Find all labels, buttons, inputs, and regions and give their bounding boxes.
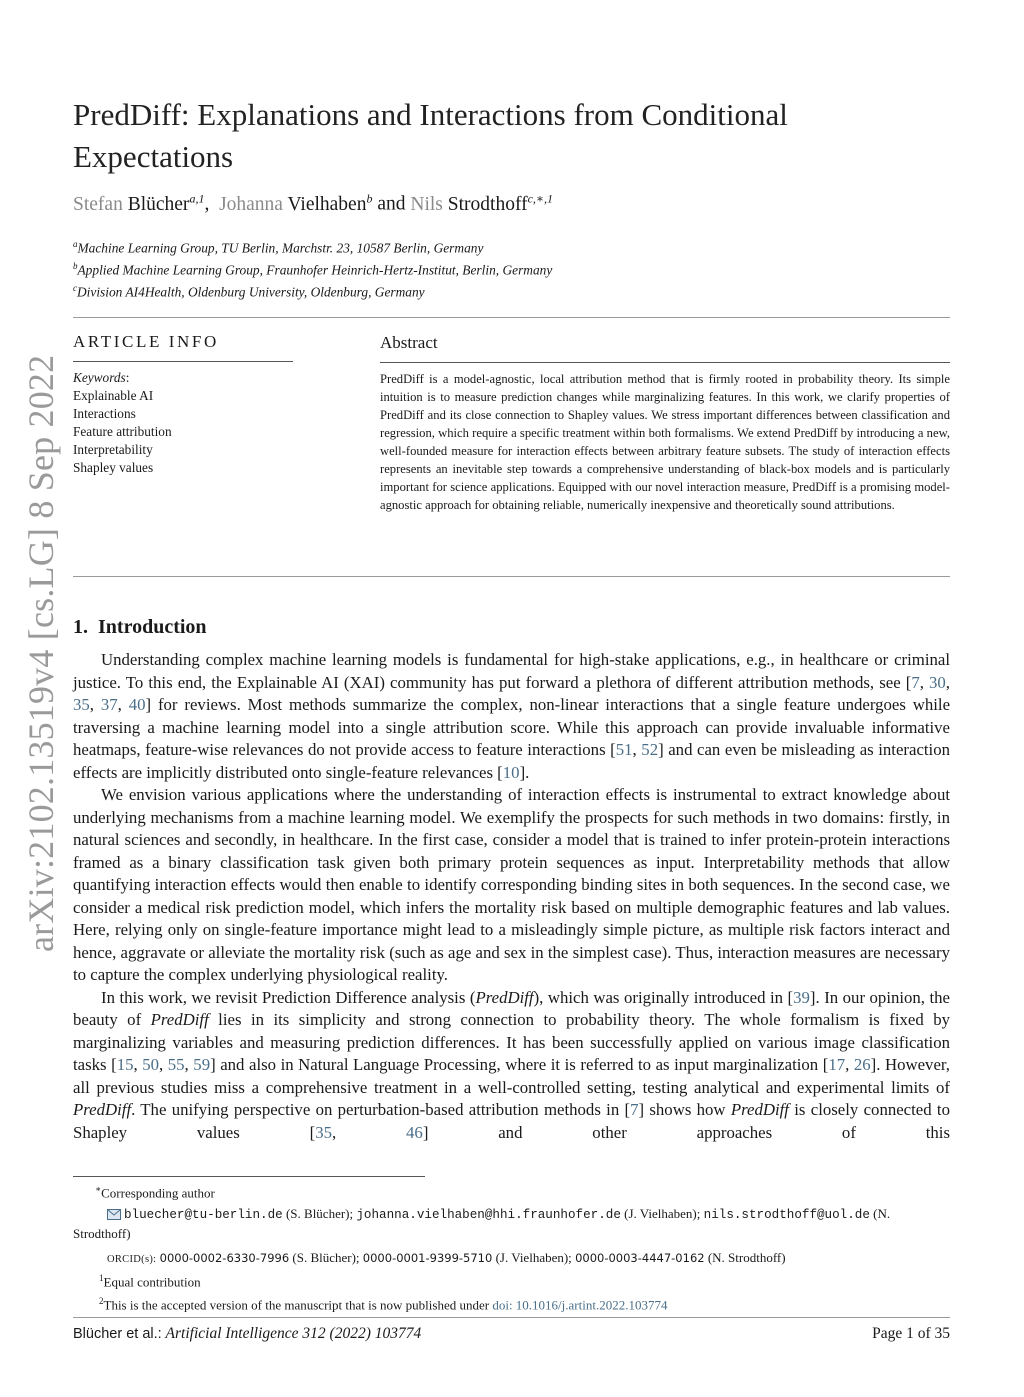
citation-link[interactable]: 35 bbox=[315, 1122, 332, 1142]
text-run: Understanding complex machine learning models is fundamental for high-stake applications, e.g., in healthcare or criminal justice. To this end, the Explainable AI (XAI) community has put forward a plethora of different attribution methods, see [ bbox=[73, 650, 950, 692]
text-run: , bbox=[845, 1055, 854, 1074]
text-run: , bbox=[117, 695, 129, 714]
body-text bbox=[73, 649, 950, 1144]
journal-reference: Artificial Intelligence 312 (2022) 103774 bbox=[165, 1325, 422, 1342]
orcid-link[interactable]: 0000-0003-4447-0162 bbox=[575, 1251, 705, 1266]
text-run: ), which was originally introduced in [ bbox=[533, 987, 794, 1007]
text-run: , bbox=[133, 1055, 143, 1074]
keywords-label: Keywords bbox=[73, 370, 126, 385]
keyword-item: Interpretability bbox=[73, 442, 153, 457]
author-2[interactable]: Johanna Vielhaben$^b$ bbox=[219, 191, 373, 215]
citation-link[interactable]: 50 bbox=[142, 1055, 160, 1074]
paragraph bbox=[73, 784, 950, 987]
text-run: ]. However, all previous studies miss a comprehensive treatment in a well-controlled setting, testing analytical and experimental limits of bbox=[73, 1055, 951, 1097]
text-run: , bbox=[632, 740, 642, 759]
citation-link[interactable]: 46 bbox=[406, 1122, 423, 1142]
author-list: Stefan Blücher$^{a,1}$, Johanna Vielhaben$^b$ and Nils Strodthoff$^{c,∗,1}$ bbox=[73, 191, 554, 215]
author-1[interactable]: Stefan Blücher$^{a,1}$ bbox=[73, 191, 205, 215]
text-run: , bbox=[919, 672, 930, 692]
citation-link[interactable]: 55 bbox=[167, 1055, 185, 1074]
corresponding-note: Corresponding author bbox=[101, 1185, 215, 1201]
text-run: ] and also in Natural Language Processing, where it is referred to as input marginalization [ bbox=[210, 1055, 829, 1074]
author-3[interactable]: Nils Strodthoff$^{c,∗,1}$ bbox=[410, 191, 554, 215]
citation-link[interactable]: 7 bbox=[911, 672, 920, 692]
text-run: ] for reviews. Most methods summarize the complex, non-linear interactions that a single feature undergoes while traversing a machine learning model into a single attribution score. While this approach can provide invaluable informative heatmaps, feature-wise relevances do not provide access to feature interactions [ bbox=[73, 695, 951, 759]
method-name: PredDiff bbox=[73, 1100, 132, 1119]
text-run: is closely connected to Shapley values [ bbox=[73, 1100, 950, 1142]
citation-link[interactable]: 17 bbox=[828, 1055, 846, 1074]
abstract-rule bbox=[380, 362, 950, 363]
citation-link[interactable]: 39 bbox=[793, 987, 810, 1007]
method-name: PredDiff bbox=[475, 987, 534, 1007]
email-line: bluecher@tu-berlin.de (S. Blücher); johanna.vielhaben@hhi.fraunhofer.de (J. Vielhaben); nils.strodthoff@uol.de (N. bbox=[73, 1205, 950, 1225]
affiliation-a: $^a$Machine Learning Group, TU Berlin, Marchstr. 23, 10587 Berlin, Germany bbox=[73, 239, 484, 256]
email-link[interactable]: johanna.vielhaben@hhi.fraunhofer.de bbox=[356, 1208, 621, 1223]
citation-link[interactable]: 30 bbox=[929, 672, 946, 692]
keywords-block: Keywords: Explainable AI Interactions Feature attribution Interpretability Shapley values bbox=[73, 370, 172, 475]
citation-link[interactable]: 7 bbox=[630, 1100, 639, 1119]
affiliation-b: $^b$Applied Machine Learning Group, Fraunhofer Heinrich-Hertz-Institut, Berlin, Germany bbox=[73, 261, 553, 278]
citation-link[interactable]: 15 bbox=[116, 1055, 134, 1074]
text-run: ] and can even be misleading as interaction effects are implicitly distributed onto single-feature relevances [ bbox=[73, 740, 950, 782]
method-name: PredDiff bbox=[730, 1100, 789, 1119]
article-info-rule bbox=[73, 361, 293, 362]
published-note: This is the accepted version of the manuscript that is now published under bbox=[103, 1296, 490, 1312]
citation-link[interactable]: 40 bbox=[128, 695, 146, 714]
abstract-text: PredDiff is a model-agnostic, local attribution method that is firmly rooted in probability theory. Its simple intuition is to measure prediction changes while marginalizing features. In this work, we clarify properties of PredDiff and its close connection to Shapley values. We stress important differences between classification and regression, which require a specific treatment within both formalisms. We extend PredDiff by introducing a new, well-founded measure for interaction effects between arbitrary feature subsets. The study of interaction effects represents an inevitable step towards a comprehensive understanding of black-box models and is particularly important for science applications. Equipped with our novel interaction measure, PredDiff is a promising model-agnostic approach for obtaining reliable, numerically inexpensive and theoretically sound attributions. bbox=[380, 372, 950, 512]
divider-top bbox=[73, 317, 950, 318]
doi-link[interactable]: doi: 10.1016/j.artint.2022.103774 bbox=[492, 1296, 668, 1312]
citation-link[interactable]: 51 bbox=[615, 740, 633, 759]
citation-link[interactable]: 52 bbox=[641, 740, 659, 759]
affiliation-c: $^c$Division AI4Health, Oldenburg University, Oldenburg, Germany bbox=[73, 283, 425, 300]
text-run: , bbox=[331, 1122, 407, 1142]
divider-abstract bbox=[73, 576, 950, 577]
citation-link[interactable]: 10 bbox=[502, 762, 520, 782]
text-run: , bbox=[89, 695, 101, 714]
orcid-link[interactable]: 0000-0002-6330-7996 bbox=[159, 1251, 290, 1266]
text-run: ] and other approaches of this bbox=[422, 1122, 950, 1142]
equal-contribution-note: Equal contribution bbox=[103, 1274, 201, 1290]
footnote-rule bbox=[73, 1176, 425, 1177]
text-run: lies in its simplicity and strong connection to probability theory. The whole formalism is fixed by marginalizing variables and measuring prediction differences. It has been successfully applied on various image classification tasks [ bbox=[73, 1010, 950, 1074]
article-info-heading: ARTICLE INFO bbox=[73, 332, 219, 351]
text-run: ]. In our opinion, the beauty of bbox=[73, 987, 951, 1029]
footer-rule bbox=[73, 1317, 950, 1318]
method-name: PredDiff bbox=[150, 1010, 209, 1029]
citation-link[interactable]: 26 bbox=[853, 1055, 871, 1074]
arxiv-stamp: arXiv:2102.13519v4 [cs.LG] 8 Sep 2022 bbox=[21, 354, 61, 952]
keyword-item: Interactions bbox=[73, 406, 136, 421]
page-number: Page 1 of 35 bbox=[872, 1325, 950, 1342]
keyword-item: Shapley values bbox=[73, 460, 154, 475]
paragraph bbox=[73, 987, 950, 1145]
email-link[interactable]: nils.strodthoff@uol.de bbox=[703, 1208, 870, 1223]
citation-link[interactable]: 37 bbox=[100, 695, 118, 714]
text-run: We envision various applications where the understanding of interaction effects is instrumental to extract knowledge about underlying mechanisms from a machine learning model. We exemplify the prospects for such methods in two domains: firstly, in natural sciences and secondly, in healthcare. In the first case, consider a model that is trained to infer protein-protein interactions framed as a binary classification task given both primary protein sequences as input. Interpretability methods that allow quantifying interaction effects would then enable to identify corresponding binding sites in both sequences. In the second case, we consider a medical risk prediction model, which infers the mortality risk based on multiple demographic features and lab values. Here, relying only on single-feature importance might lead to a misleadingly simple picture, as multiple risk factors interact and hence, aggravate or alleviate the mortality risk (such as age and sex in the simplest case). Thus, interaction measures are necessary to capture the complex underlying physiological reality. bbox=[73, 785, 950, 984]
text-run: . The unifying perspective on perturbation-based attribution methods in [ bbox=[131, 1100, 631, 1119]
text-run: ] shows how bbox=[638, 1100, 731, 1119]
citation-link[interactable]: 35 bbox=[73, 695, 90, 714]
orcid-line: ORCID(s): 0000-0002-6330-7996 (S. Blücher); 0000-0001-9399-5710 (J. Vielhaben); 0000-0003-4447-0162 (N. Strodthoff) bbox=[107, 1250, 786, 1266]
text-run: , bbox=[159, 1055, 168, 1074]
envelope-icon bbox=[107, 1207, 121, 1225]
paragraph bbox=[73, 649, 950, 784]
abstract-heading: Abstract bbox=[380, 333, 438, 352]
citation-link[interactable]: 59 bbox=[193, 1055, 211, 1074]
text-run: , bbox=[945, 672, 950, 692]
section-heading: 1. Introduction bbox=[73, 616, 207, 638]
keyword-item: Feature attribution bbox=[73, 424, 172, 439]
running-footer: Blücher et al.: Artificial Intelligence 312 (2022) 103774 bbox=[73, 1325, 422, 1342]
keyword-item: Explainable AI bbox=[73, 388, 154, 403]
email-link[interactable]: bluecher@tu-berlin.de bbox=[124, 1208, 283, 1223]
text-run: , bbox=[184, 1055, 194, 1074]
text-run: In this work, we revisit Prediction Difference analysis ( bbox=[101, 987, 476, 1007]
text-run: ]. bbox=[519, 762, 530, 782]
orcid-link[interactable]: 0000-0001-9399-5710 bbox=[362, 1251, 493, 1266]
paper-title: PredDiff: Explanations and Interactions from Conditional Expectations bbox=[73, 97, 788, 174]
footnotes: ∗Corresponding author bluecher@tu-berlin.de (S. Blücher); johanna.vielhaben@hhi.fraunhofer.de (J. Vielhaben); nils.strodthoff@uol.de (N. Strodthoff) ORCID(s): 0000-0002-6330-7996 (S. Blücher); 0000-0001-9399-5710 (J. Vielhaben); 0000-0003-4447-0162 (N. Strodthoff) $^1$Equal contribution $^2$This is the accepted version of the manuscript that is now published under doi: 10.1016/j.artint.2022.103774 bbox=[73, 1180, 950, 1314]
